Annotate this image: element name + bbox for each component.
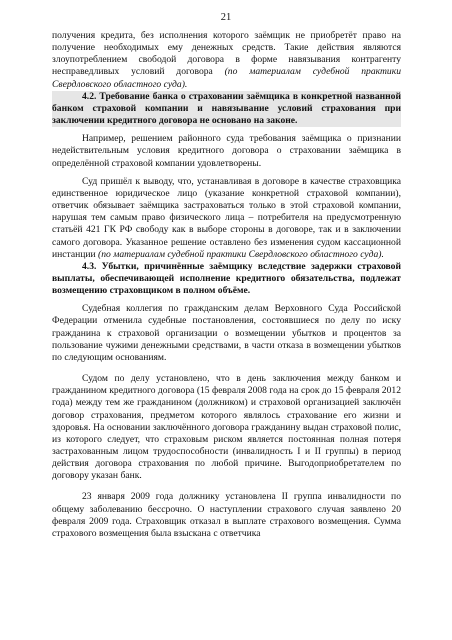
page-number: 21 <box>220 12 232 23</box>
paragraph-2: Например, решением районного суда требования заёмщика о признании недействительным условия кредитного договора о страховании заёмщика в определённой страховой компании удовлетворены. <box>52 133 401 169</box>
section-4-2-number: 4.2. <box>82 90 97 102</box>
section-4-2-heading <box>52 91 401 127</box>
paragraph-6: 23 января 2009 года должнику установлена II группа инвалидности по общему заболеванию бессрочно. О наступлении страхового случая заявлено 20 февраля 2009 года. Страховщик отказал в выплате страхового возмещения. Сумма страхового возмещения была взыскана с ответчика <box>52 491 401 539</box>
paragraph-3 <box>52 176 401 261</box>
paragraph-1 <box>52 30 401 91</box>
section-4-3-number: 4.3. <box>82 260 97 272</box>
page-body <box>52 30 401 540</box>
section-4-3-title: Убытки, причинённые заёмщику вследствие задержки страховой выплаты, обеспечивающей исполнение кредитного обязательства, подлежат возмещению страховщиком в полном объёме. <box>52 260 401 297</box>
section-4-2-title: Требование банка о страховании заёмщика в конкретной названной банком страховой компании и навязывание условий страхования при заключении кредитного договора не основано на законе. <box>52 90 401 127</box>
paragraph-1-source: (по материалам судебной практики Свердловского областного суда). <box>52 66 401 90</box>
section-4-3-heading <box>52 261 401 297</box>
paragraph-4: Судебная коллегия по гражданским делам Верховного Суда Российской Федерации отменила судебные постановления, состоявшиеся по делу по иску гражданина к страховой организации о возмещении убытков и процентов за пользование чужими денежными средствами, в части отказа в возмещении убытков по следующим основаниям. <box>52 303 401 363</box>
paragraph-5: Судом по делу установлено, что в день заключения между банком и гражданином кредитного договора (15 февраля 2008 года на срок до 15 февраля 2012 года) между тем же гражданином (должником) и страховой организацией заключён договор страхования, предметом которого являлось страхование его жизни и здоровья. На основании заключённого договора гражданину выдан страховой полис, из которого следует, что страховым риском является постоянная полная потеря застрахованным лицом трудоспособности (инвалидность I и II группы) в период действия договора страхования по любой причине. Выгодоприобретателем по договору указан банк. <box>52 373 401 482</box>
paragraph-3-text: Суд пришёл к выводу, что, устанавливая в договоре в качестве страховщика единственное юридическое лицо (указание конкретной страховой компании), ответчик обязывает заёмщика застраховаться только в этой страховой компании, нарушая тем самым право физического лица – потребителя на предусмотренную статьёй 421 ГК РФ свободу как в выборе стороны в договоре, так и в заключении самого договора. Указанное решение оставлено без изменения судом кассационной инстанции <box>52 175 401 260</box>
paragraph-3-source: (по материалам судебной практики Свердловского областного суда). <box>98 248 384 260</box>
paragraph-1-text: получения кредита, без исполнения которого заёмщик не приобретёт право на получение необходимых ему денежных средств. Такие действия являются злоупотреблением свободой договора в форме навязывания контрагенту несправедливых условий договора <box>52 30 401 78</box>
